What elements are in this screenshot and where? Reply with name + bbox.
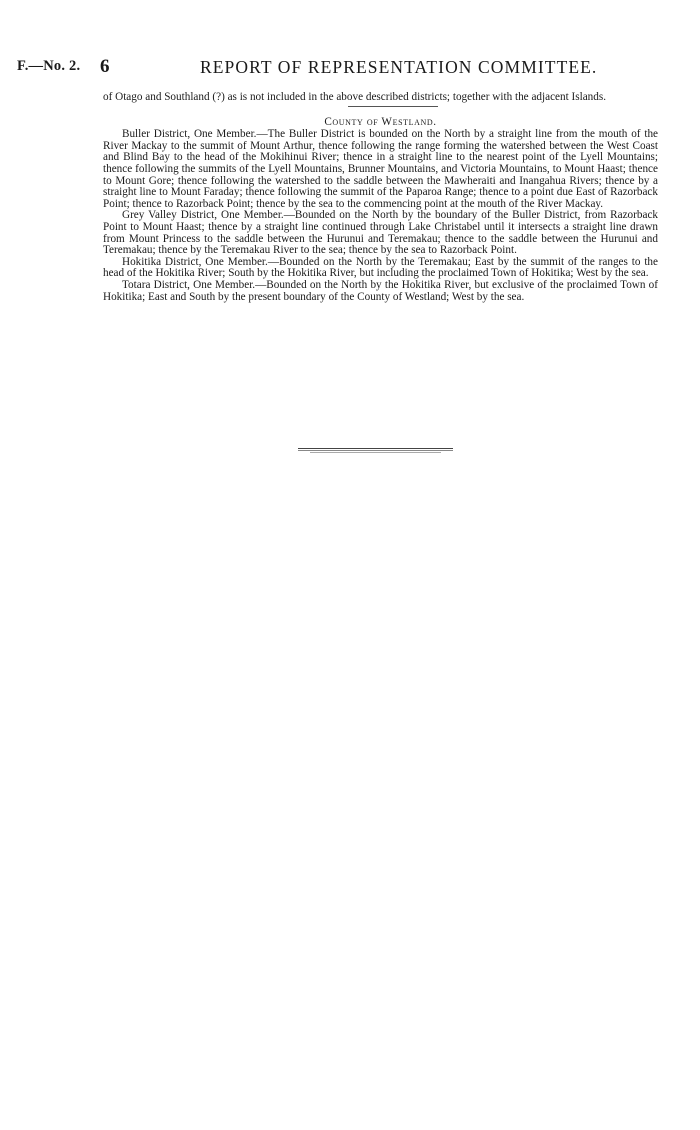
paragraph-grey-valley-district: Grey Valley District, One Member.—Bounded on the North by the boundary of the Buller District, from Razorback Point to Mount Haast; thence by a straight line continued through Lake Christabel until it intersects a straight line drawn from Mount Princess to the saddle between the Hurunui and Teremakau; thence to the saddle between the Hurunui and Teremakau; thence by the Teremakau River to the sea; thence by the sea to Razorback Point. bbox=[103, 209, 658, 257]
continuation-paragraph: of Otago and Southland (?) as is not included in the above described districts; together with the adjacent Islands. bbox=[103, 91, 606, 103]
page-number: 6 bbox=[100, 56, 110, 77]
section-heading: County of Westland. bbox=[324, 115, 437, 128]
page-title: REPORT OF REPRESENTATION COMMITTEE. bbox=[200, 57, 598, 77]
paragraph-hokitika-district: Hokitika District, One Member.—Bounded on the North by the Teremakau; East by the summit of the ranges to the head of the Hokitika River; South by the Hokitika River, but including the proclaimed Town of Hokitika; West by the sea. bbox=[103, 255, 658, 280]
page-header bbox=[17, 58, 670, 82]
document-reference: F.—No. 2. bbox=[17, 58, 81, 74]
paragraph-buller-district: Buller District, One Member.—The Buller District is bounded on the North by a straight line from the mouth of the River Mackay to the summit of Mount Arthur, thence following the range forming the watershed between the West Coast and Blind Bay to the head of the Mokihinui River; thence in a straight line to the nearest point of the Lyell Mountains; thence following the summits of the Lyell Mountains, Brunner Mountains, and Victoria Mountains, to Mount Haast; thence to Mount Gore; thence following the watershed to the saddle between the Mawheraiti and Inangahua Rivers; thence by a straight line to Mount Faraday; thence following the summit of the Paparoa Range; thence to a point due East of Razorback Point; thence to Razorback Point; thence by the sea to the commencing point at the mouth of the River Mackay. bbox=[103, 128, 658, 210]
paragraph-totara-district: Totara District, One Member.—Bounded on the North by the Hokitika River, but exclusive of the proclaimed Town of Hokitika; East and South by the present boundary of the County of Westland; West by the sea. bbox=[103, 278, 658, 303]
body-text bbox=[103, 92, 658, 303]
end-ornament-rule bbox=[298, 448, 453, 453]
separator-rule bbox=[348, 106, 438, 107]
